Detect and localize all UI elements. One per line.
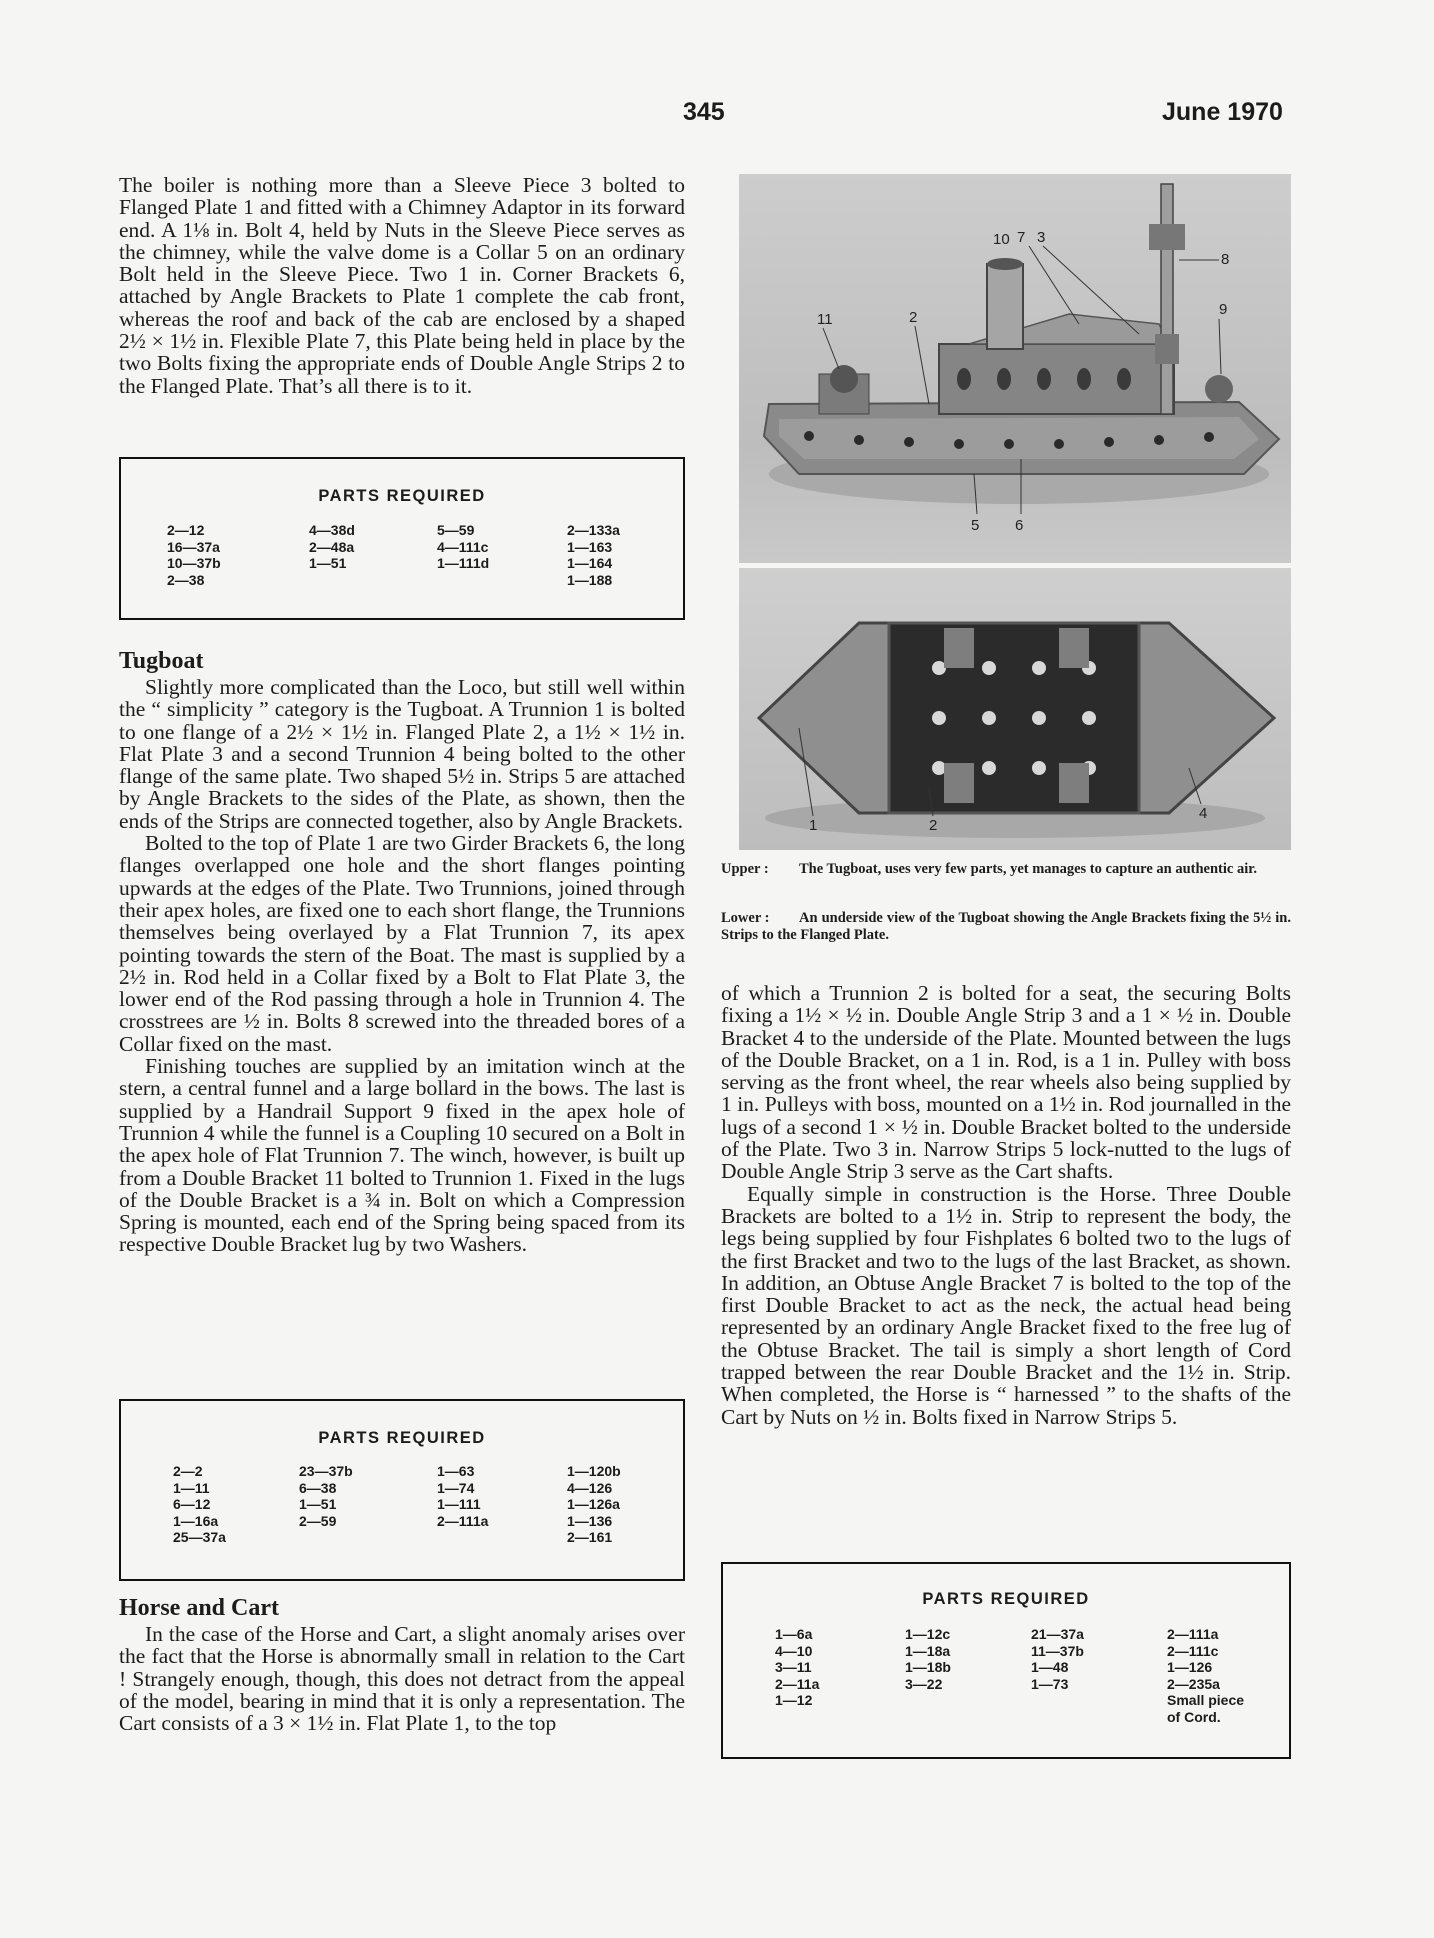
- caption-lower: [721, 910, 1291, 944]
- callout-7: 7: [1017, 229, 1026, 246]
- callout-6: 6: [1015, 517, 1024, 534]
- callout-8: 8: [1221, 251, 1230, 268]
- callout-2: 2: [909, 309, 918, 326]
- parts-column: 1—12c 1—18a 1—18b 3—22: [905, 1626, 951, 1692]
- parts-column: 23—37b 6—38 1—51 2—59: [299, 1463, 353, 1529]
- parts-column: 2—2 1—11 6—12 1—16a 25—37a: [173, 1463, 226, 1545]
- section-heading: Tugboat: [119, 648, 204, 674]
- horse-cart-section: [119, 1595, 685, 1734]
- caption-text: The Tugboat, uses very few parts, yet manages to capture an authentic air.: [799, 861, 1257, 877]
- tugboat-paragraph-3: Finishing touches are supplied by an imitation winch at the stern, a central funnel and a large bollard in the bows. The last is supplied by a Handrail Support 9 fixed in the apex hole of Trunnion 4 while the funnel is a Coupling 10 secured on a Bolt in the apex hole of Flat Trunnion 7. The winch, however, is built up from a Double Bracket 11 bolted to Trunnion 1. Fixed in the lugs of the Double Bracket is a ¾ in. Bolt on which a Compression Spring is mounted, each end of the Spring being spaced from its respective Double Bracket lug by two Washers.: [119, 1054, 685, 1257]
- parts-required-title: PARTS REQUIRED: [922, 1590, 1090, 1608]
- parts-required-box-loco: [119, 457, 685, 620]
- callout-2: 2: [929, 817, 938, 834]
- parts-required-box-horse-cart: [721, 1562, 1291, 1759]
- tugboat-photo-lower: [739, 568, 1291, 850]
- parts-column: 1—63 1—74 1—111 2—111a: [437, 1463, 489, 1529]
- tugboat-paragraph-2: Bolted to the top of Plate 1 are two Girder Brackets 6, the long flanges overlapped one hole and the short flanges pointing upwards at the edges of the Plate. Two Trunnions, joined through their apex holes, are fixed one to each short flange, the Trunnions themselves being overlayed by a Flat Trunnion 7, its apex pointing towards the stern of the Boat. The mast is supplied by a 2½ in. Rod held in a Collar fixed by a Bolt to Flat Plate 3, the lower end of the Rod passing through a hole in Trunnion 4. The crosstrees are ½ in. Bolts 8 screwed into the threaded bores of a Collar fixed on the mast.: [119, 831, 685, 1056]
- callout-9: 9: [1219, 301, 1228, 318]
- page-number: 345: [683, 98, 725, 126]
- parts-column: 2—12 16—37a 10—37b 2—38: [167, 522, 221, 588]
- horse-paragraph: Equally simple in construction is the Horse. Three Double Brackets are bolted to a 1½ in. Strip to represent the body, the legs being supplied by four Fishplates 6 bolted two to the lugs of the first Bracket and two to the lugs of the last Bracket, as shown. In addition, an Obtuse Angle Bracket 7 is bolted to the top of the first Double Bracket to act as the neck, the actual head being represented by an ordinary Angle Bracket fixed to the free lug of the Obtuse Bracket. The tail is simply a short length of Cord trapped between the rear Double Bracket and the 1½ in. Strip. When completed, the Horse is “ harnessed ” to the shafts of the Cart by Nuts on ½ in. Bolts fixed in Narrow Strips 5.: [721, 1181, 1291, 1429]
- parts-column: 2—111a 2—111c 1—126 2—235a Small piece of Cord.: [1167, 1626, 1245, 1725]
- horse-cart-paragraph-1: In the case of the Horse and Cart, a slight anomaly arises over the fact that the Horse is abnormally small in relation to the Cart ! Strangely enough, though, this does not detract from the appeal of the model, bearing in mind that it is only a representation. The Cart consists of a 3 × 1½ in. Flat Plate 1, to the top: [119, 1622, 685, 1736]
- callout-1: 1: [809, 817, 818, 834]
- parts-column: 21—37a 11—37b 1—48 1—73: [1031, 1626, 1084, 1692]
- parts-column: 2—133a 1—163 1—164 1—188: [567, 522, 620, 588]
- parts-column: 1—6a 4—10 3—11 2—11a 1—12: [775, 1626, 820, 1708]
- tugboat-paragraph-1: Slightly more complicated than the Loco, but still well within the “ simplicity ” category is the Tugboat. A Trunnion 1 is bolted to one flange of a 2½ × 1½ in. Flanged Plate 2, a 1½ × 1½ in. Flat Plate 3 and a second Trunnion 4 being bolted to the other flange of the same plate. Two shaped 5½ in. Strips 5 are attached by Angle Brackets to the sides of the Plate, as shown, then the ends of the Strips are connected together, also by Angle Brackets.: [119, 675, 685, 833]
- caption-label: Lower :: [721, 910, 770, 926]
- callout-4: 4: [1199, 805, 1208, 822]
- callout-3: 3: [1037, 229, 1046, 246]
- callout-5: 5: [971, 517, 980, 534]
- intro-paragraph: The boiler is nothing more than a Sleeve Piece 3 bolted to Flanged Plate 1 and fitted with a Chimney Adaptor in its forward end. A 1⅛ in. Bolt 4, held by Nuts in the Sleeve Piece serves as the chimney, while the valve dome is a Collar 5 on an ordinary Bolt held in the Sleeve Piece. Two 1 in. Corner Brackets 6, attached by Angle Brackets to Plate 1 complete the cab front, whereas the roof and back of the cab are enclosed by a shaped 2½ × 1½ in. Flexible Plate 7, this Plate being held in place by the two Bolts fixing the appropriate ends of Double Angle Strips 2 to the Flanged Plate. That’s all there is to it.: [119, 173, 685, 398]
- caption-text: An underside view of the Tugboat showing the Angle Brackets fixing the 5½ in. Strips to the Flanged Plate.: [721, 910, 1291, 943]
- callout-10: 10: [993, 231, 1010, 248]
- right-column-text: [721, 982, 1291, 1428]
- caption-upper: [721, 861, 1291, 878]
- parts-column: 5—59 4—111c 1—111d: [437, 522, 490, 571]
- tugboat-section: [119, 648, 685, 1256]
- parts-required-title: PARTS REQUIRED: [318, 487, 486, 505]
- issue-date: June 1970: [1162, 98, 1283, 126]
- parts-column: 4—38d 2—48a 1—51: [309, 522, 355, 571]
- parts-required-title: PARTS REQUIRED: [318, 1429, 486, 1447]
- tugboat-photo-upper: [739, 174, 1291, 563]
- parts-required-box-tugboat: [119, 1399, 685, 1581]
- callout-11: 11: [817, 311, 833, 328]
- cart-paragraph: of which a Trunnion 2 is bolted for a seat, the securing Bolts fixing a 1½ × ½ in. Double Angle Strip 3 and a 1 × ½ in. Double Bracket 4 to the underside of the Plate. Mounted between the lugs of the Double Bracket, on a 1 in. Rod, is a 1 in. Pulley with boss serving as the front wheel, the rear wheels also being supplied by 1 in. Pulleys with boss, mounted on a 1½ in. Rod journalled in the lugs of a second 1 × ½ in. Double Bracket bolted to the underside of the Plate. Two 3 in. Narrow Strips 5 lock-nutted to the lugs of Double Angle Strip 3 serve as the Cart shafts.: [721, 981, 1291, 1184]
- parts-column: 1—120b 4—126 1—126a 1—136 2—161: [567, 1463, 621, 1545]
- caption-label: Upper :: [721, 861, 769, 877]
- section-heading: Horse and Cart: [119, 1595, 279, 1621]
